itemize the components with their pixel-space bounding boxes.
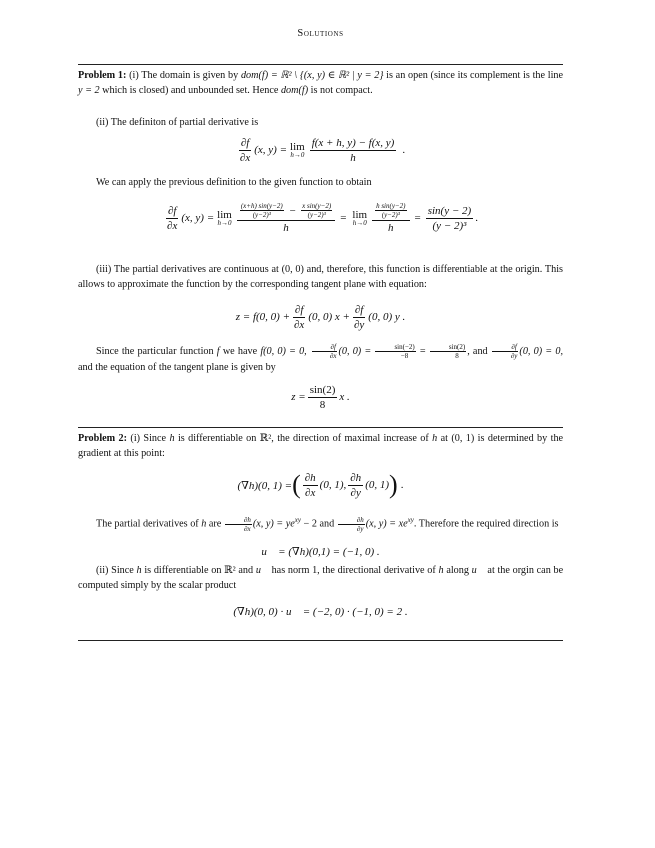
text: is differentiable on bbox=[144, 565, 222, 576]
u-symbol: u⃗ bbox=[255, 565, 269, 576]
text: Since the particular function bbox=[96, 345, 214, 357]
h-symbol: h bbox=[136, 565, 142, 576]
exponent: xy bbox=[407, 516, 414, 524]
partial-derivative-definition bbox=[78, 133, 563, 167]
text: , the direction of maximal increase of bbox=[271, 433, 429, 444]
args: (0, 1) bbox=[365, 479, 390, 491]
equation: (∇h)(0, 0) · u⃗ = (−2, 0) · (−1, 0) = 2 . bbox=[233, 605, 408, 618]
frac-den: ∂x bbox=[294, 318, 305, 331]
h-symbol: h bbox=[169, 433, 175, 444]
tangent-plane-general bbox=[78, 300, 563, 334]
r2-symbol: ℝ² bbox=[224, 565, 236, 576]
args: (x, y) = bbox=[254, 144, 288, 156]
domain-symbol: dom(f) bbox=[280, 85, 309, 96]
u-symbol: u⃗ bbox=[471, 565, 485, 576]
frac-den: h bbox=[350, 151, 356, 164]
frac-num: ∂h bbox=[225, 516, 252, 525]
frac-den: ∂x bbox=[244, 524, 251, 533]
lim-sub: h→0 bbox=[290, 151, 305, 159]
h-symbol: h bbox=[438, 565, 444, 576]
partials-paragraph bbox=[78, 512, 563, 533]
frac-num: sin(−2) bbox=[375, 343, 415, 352]
frac-den: ∂y bbox=[356, 524, 364, 533]
frac-den: (y−2)³ bbox=[381, 211, 400, 219]
args: (0, 1), bbox=[319, 479, 347, 491]
frac-num: ∂f bbox=[312, 343, 337, 352]
frac-num: h sin(y−2) bbox=[376, 202, 406, 210]
frac-den: ∂x bbox=[329, 352, 337, 360]
lhs: z = f(0, 0) + bbox=[235, 311, 290, 323]
text: (i) Since bbox=[130, 433, 167, 444]
scalar-product-equation bbox=[78, 603, 563, 619]
args: (0, 0) = 0, bbox=[519, 345, 564, 357]
f-at-origin: f(0, 0) = 0, bbox=[260, 345, 307, 357]
line-expression: y = 2 bbox=[78, 85, 100, 96]
equals: = bbox=[419, 345, 426, 357]
text: (ii) Since bbox=[96, 565, 134, 576]
text: and bbox=[238, 565, 254, 576]
frac-num: sin(2) bbox=[430, 343, 466, 352]
since-paragraph bbox=[78, 343, 563, 376]
equals: = bbox=[414, 212, 421, 224]
apply-text: We can apply the previous definition to the given function to obtain bbox=[96, 177, 372, 188]
text: which is closed) and unbounded set. Hence bbox=[102, 85, 279, 96]
text: are bbox=[208, 518, 222, 530]
text: is an open (since its complement is the line bbox=[386, 70, 564, 81]
lim-text: lim bbox=[290, 141, 305, 153]
text: . Therefore the required direction is bbox=[413, 518, 559, 530]
bottom-rule bbox=[78, 640, 563, 641]
lhs: (∇h)(0, 1) = bbox=[237, 479, 293, 492]
problem1-part-i bbox=[78, 68, 563, 98]
frac-den: 8 bbox=[455, 352, 459, 360]
end: . bbox=[402, 144, 406, 156]
text: and the equation of the tangent plane is given by bbox=[78, 362, 276, 373]
gradient-equation bbox=[78, 466, 563, 504]
problem2-part-ii bbox=[78, 563, 563, 593]
problem2-heading: Problem 2: bbox=[78, 433, 128, 444]
frac-den: ∂y bbox=[353, 318, 365, 331]
equation: u⃗ = (∇h)(0,1) = (−1, 0) . bbox=[261, 545, 380, 558]
args: (x, y) = bbox=[181, 212, 215, 224]
frac-den: ∂x bbox=[167, 219, 178, 232]
frac-den: ∂y bbox=[510, 352, 518, 360]
frac-num: f(x + h, y) − f(x, y) bbox=[311, 136, 395, 149]
text: , and bbox=[467, 345, 488, 357]
hy-expression: (x, y) = xe bbox=[365, 518, 408, 530]
text: is not compact. bbox=[310, 85, 373, 96]
top-rule bbox=[78, 64, 563, 65]
frac-num: (x+h) sin(y−2) bbox=[240, 202, 283, 210]
rhs: x . bbox=[339, 391, 350, 403]
frac-den: (y−2)³ bbox=[307, 211, 326, 219]
frac-den: −8 bbox=[400, 352, 409, 360]
right-paren: ) bbox=[389, 470, 398, 499]
text: The partial derivatives of bbox=[96, 518, 199, 530]
text: has norm 1, the directional derivative of bbox=[271, 565, 436, 576]
left-paren: ( bbox=[292, 470, 301, 499]
frac-num: ∂f bbox=[167, 204, 177, 217]
frac-num: sin(2) bbox=[309, 383, 336, 396]
text: at the orgin can be computed simply by the scalar product bbox=[78, 565, 564, 591]
lhs: z = bbox=[291, 391, 306, 403]
frac-den: (y−2)³ bbox=[252, 211, 271, 219]
frac-den: (y − 2)³ bbox=[432, 219, 467, 232]
hx-expression: (x, y) = ye bbox=[252, 518, 295, 530]
args: (0, 0) x + bbox=[308, 311, 350, 323]
tangent-plane-equation bbox=[78, 380, 563, 414]
minus: − bbox=[288, 204, 297, 217]
exponent: xy bbox=[294, 516, 301, 524]
frac-den: ∂y bbox=[350, 486, 361, 499]
f-symbol: f bbox=[216, 345, 220, 357]
page-header: Solutions bbox=[297, 28, 344, 39]
lim-text: lim bbox=[352, 209, 368, 221]
hx-tail: − 2 bbox=[303, 518, 317, 530]
problem2-part-i bbox=[78, 431, 563, 461]
end: . bbox=[400, 479, 404, 491]
lim-sub: h→0 bbox=[352, 219, 367, 227]
frac-den: h bbox=[283, 222, 289, 234]
separator-rule bbox=[78, 427, 563, 428]
direction-equation bbox=[78, 543, 563, 559]
lim-text: lim bbox=[217, 209, 232, 221]
args: (0, 0) = bbox=[338, 345, 372, 357]
frac-den: ∂x bbox=[239, 151, 251, 164]
frac-num: ∂h bbox=[304, 471, 316, 484]
equals: = bbox=[340, 212, 347, 224]
frac-den: h bbox=[388, 222, 394, 234]
domain-expression: dom(f) = ℝ² \ {(x, y) ∈ ℝ² | y = 2} bbox=[240, 70, 384, 81]
text: is differentiable on bbox=[177, 433, 257, 444]
frac-den: ∂x bbox=[305, 486, 316, 499]
r2-symbol: ℝ² bbox=[259, 433, 272, 444]
text: we have bbox=[222, 345, 258, 357]
text: along bbox=[446, 565, 469, 576]
text: (i) The domain is given by bbox=[129, 70, 239, 81]
frac-num: ∂f bbox=[492, 343, 517, 352]
h-symbol: h bbox=[432, 433, 438, 444]
frac-num: ∂f bbox=[240, 136, 250, 149]
frac-num: ∂h bbox=[350, 471, 362, 484]
frac-num: sin(y − 2) bbox=[427, 204, 472, 217]
lim-sub: h→0 bbox=[217, 219, 232, 227]
text: and bbox=[319, 518, 335, 530]
frac-num: ∂h bbox=[338, 516, 365, 525]
h-symbol: h bbox=[201, 518, 207, 530]
applied-derivative-equation bbox=[78, 197, 563, 239]
problem1-part-ii: (ii) The definiton of partial derivative is bbox=[96, 117, 259, 128]
end: . bbox=[475, 212, 478, 224]
problem1-part-iii: (iii) The partial derivatives are continuous at (0, 0) and, therefore, this function is differentiable at the origin. This allows to approximate the function by the corresponding tangent plane with equation: bbox=[78, 264, 563, 290]
args: (0, 0) y . bbox=[368, 311, 406, 323]
text: at (0, 1) is determined by the gradient at this point: bbox=[78, 433, 564, 459]
problem1-heading: Problem 1: bbox=[78, 70, 127, 81]
frac-den: 8 bbox=[319, 398, 326, 411]
frac-num: ∂f bbox=[294, 303, 304, 316]
frac-num: x sin(y−2) bbox=[302, 202, 332, 210]
frac-num: ∂f bbox=[354, 303, 364, 316]
